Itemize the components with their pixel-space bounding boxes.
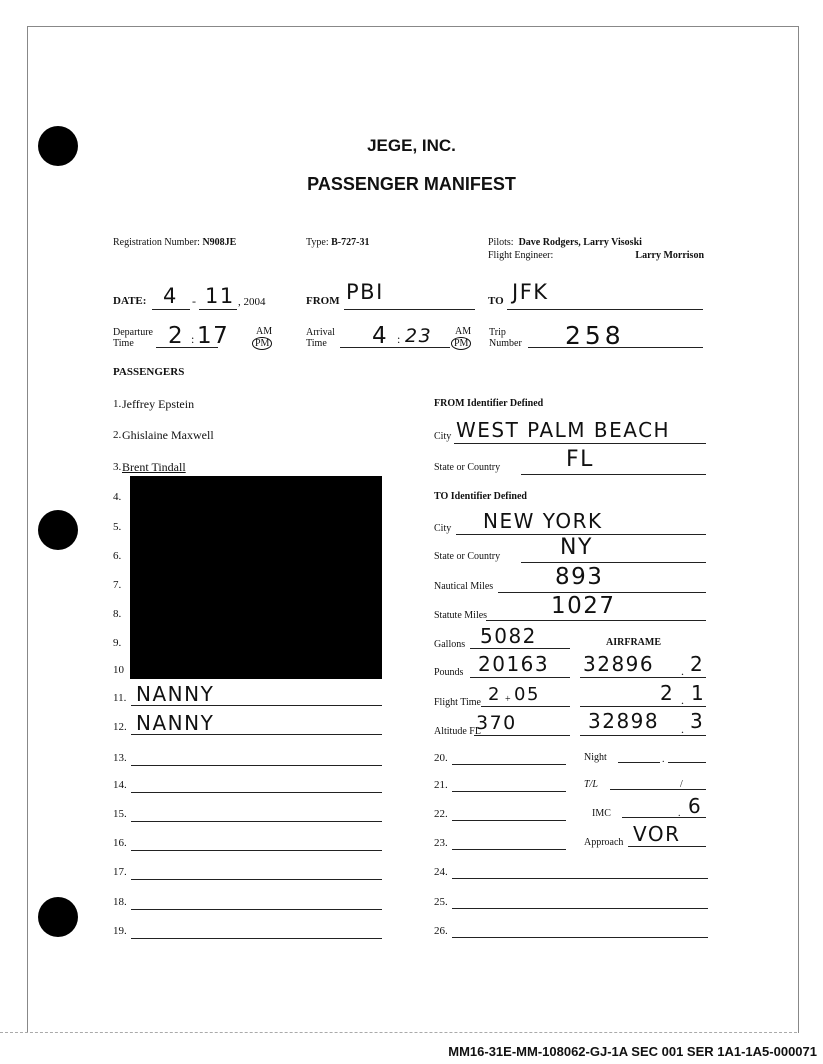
arrival-line xyxy=(340,347,450,348)
passenger-row-number: 17. xyxy=(113,866,127,878)
airframe1-dot: . xyxy=(681,664,684,678)
from-city-label: City xyxy=(434,431,452,442)
approach-line xyxy=(628,846,706,847)
pilots-block xyxy=(488,237,642,248)
night-line-a xyxy=(618,762,660,763)
engineer-value: Larry Morrison xyxy=(635,250,704,261)
redaction-block xyxy=(130,476,382,679)
passenger-row-number: 15. xyxy=(113,808,127,820)
passenger-row-number: 11. xyxy=(113,692,127,704)
right-row-line xyxy=(452,764,566,765)
passenger-row-number: 9. xyxy=(113,637,122,649)
flight-time-label: Flight Time xyxy=(434,697,481,708)
right-row-line xyxy=(452,937,708,938)
night-label: Night xyxy=(584,752,607,763)
right-row-line xyxy=(452,820,566,821)
arrival-colon: : xyxy=(397,332,401,346)
arrival-am: AM xyxy=(455,326,472,337)
departure-label: Departure Time xyxy=(113,327,153,349)
passenger-row-number: 18. xyxy=(113,896,127,908)
airframe3-main: 32898 xyxy=(588,709,660,733)
to-line xyxy=(507,309,703,310)
arrival-hour: 4 xyxy=(372,323,389,349)
passenger-name: NANNY xyxy=(136,682,215,706)
airframe1-tenths: 2 xyxy=(690,652,705,676)
imc-label: IMC xyxy=(592,808,611,819)
flight-time-minutes: 05 xyxy=(514,684,540,705)
right-row-line xyxy=(452,791,566,792)
right-row-number: 25. xyxy=(434,896,448,908)
from-line xyxy=(344,309,475,310)
right-row-number: 20. xyxy=(434,752,448,764)
engineer-block xyxy=(488,250,704,261)
arrival-label: Arrival Time xyxy=(306,327,335,349)
passenger-row-line xyxy=(131,879,382,880)
registration-label: Registration Number: xyxy=(113,237,200,248)
punch-hole-bottom xyxy=(38,897,78,937)
right-row-line xyxy=(452,849,566,850)
to-identifier-heading: TO Identifier Defined xyxy=(434,491,527,502)
imc-dot: . xyxy=(678,808,681,819)
registration-value: N908JE xyxy=(202,237,237,248)
passenger-row-line xyxy=(131,850,382,851)
passenger-row-line xyxy=(131,909,382,910)
right-row-number: 21. xyxy=(434,779,448,791)
flight-time-sep: + xyxy=(505,694,511,705)
punch-hole-middle xyxy=(38,510,78,550)
passenger-row-number: 12. xyxy=(113,721,127,733)
passenger-name: Ghislaine Maxwell xyxy=(122,428,214,442)
night-line-b xyxy=(668,762,706,763)
passenger-row-number: 8. xyxy=(113,608,122,620)
passenger-row-number: 19. xyxy=(113,925,127,937)
passenger-row-number: 10 xyxy=(113,664,124,676)
right-row-number: 24. xyxy=(434,866,448,878)
altitude-value: 370 xyxy=(476,712,517,734)
statute-label: Statute Miles xyxy=(434,610,488,621)
passenger-row-line xyxy=(131,821,382,822)
to-value: JFK xyxy=(512,280,549,304)
from-state-line xyxy=(521,474,706,475)
departure-minute: 17 xyxy=(197,323,230,349)
approach-label: Approach xyxy=(584,837,624,848)
flight-time-line xyxy=(481,706,570,707)
passenger-row-number: 6. xyxy=(113,550,122,562)
statute-line xyxy=(486,620,706,621)
registration-block xyxy=(113,237,236,248)
from-city-value: WEST PALM BEACH xyxy=(456,418,671,442)
departure-am: AM xyxy=(256,326,273,337)
right-row-line xyxy=(452,878,708,879)
airframe1-line xyxy=(580,677,706,678)
passenger-row-number: 13. xyxy=(113,752,127,764)
passenger-row-line xyxy=(131,792,382,793)
from-state-label: State or Country xyxy=(434,462,501,473)
airframe2-main: 2 xyxy=(660,681,675,705)
document-title: PASSENGER MANIFEST xyxy=(307,174,516,194)
passenger-row-number: 2. xyxy=(113,429,122,441)
pilots-value: Dave Rodgers, Larry Visoski xyxy=(518,237,642,248)
airframe2-tenths: 1 xyxy=(691,681,706,705)
bates-number: MM16-31E-MM-108062-GJ-1A SEC 001 SER 1A1-1A5-000071 xyxy=(448,1044,817,1059)
to-label: TO xyxy=(488,295,504,307)
to-state-label: State or Country xyxy=(434,551,501,562)
passenger-name: NANNY xyxy=(136,711,215,735)
passengers-heading: PASSENGERS xyxy=(113,366,185,378)
trip-number-label: Trip Number xyxy=(489,327,522,349)
type-label: Type: xyxy=(306,237,329,248)
approach-value: VOR xyxy=(633,822,681,846)
right-row-line xyxy=(452,908,708,909)
altitude-label: Altitude FL xyxy=(434,726,481,737)
departure-pm: PM xyxy=(252,337,272,350)
from-city-line xyxy=(454,443,706,444)
date-label: DATE: xyxy=(113,295,147,307)
airframe3-tenths: 3 xyxy=(690,709,705,733)
gallons-line xyxy=(470,648,570,649)
flight-time-hours: 2 xyxy=(488,684,501,705)
pounds-value: 20163 xyxy=(478,652,550,676)
arrival-minute: 23 xyxy=(405,325,433,347)
gallons-value: 5082 xyxy=(480,624,537,648)
to-state-line xyxy=(521,562,706,563)
pounds-line xyxy=(470,677,570,678)
from-state-value: FL xyxy=(566,447,594,472)
from-value: PBI xyxy=(346,280,384,304)
right-row-number: 26. xyxy=(434,925,448,937)
airframe-heading: AIRFRAME xyxy=(606,637,661,648)
passenger-row-number: 1. xyxy=(113,398,122,410)
passenger-row-number: 4. xyxy=(113,491,122,503)
date-month: 4 xyxy=(163,284,178,308)
from-label: FROM xyxy=(306,295,340,307)
right-row-number: 22. xyxy=(434,808,448,820)
airframe1-main: 32896 xyxy=(583,652,655,676)
tl-line xyxy=(610,789,706,790)
tl-label: T/L xyxy=(584,779,598,790)
airframe2-line xyxy=(580,706,706,707)
departure-colon: : xyxy=(191,332,195,346)
departure-hour: 2 xyxy=(168,323,185,349)
passenger-row-number: 7. xyxy=(113,579,122,591)
airframe2-dot: . xyxy=(681,693,684,707)
pilots-label: Pilots: xyxy=(488,237,514,248)
passenger-row-number: 16. xyxy=(113,837,127,849)
date-month-line xyxy=(152,309,190,310)
to-state-value: NY xyxy=(560,535,593,560)
engineer-label: Flight Engineer: xyxy=(488,250,554,261)
passenger-row-number: 5. xyxy=(113,521,122,533)
to-city-value: NEW YORK xyxy=(483,509,603,533)
arrival-pm: PM xyxy=(451,337,471,350)
night-dot: . xyxy=(662,754,665,765)
from-identifier-heading: FROM Identifier Defined xyxy=(434,398,544,409)
passenger-name: Jeffrey Epstein xyxy=(122,397,195,411)
company-name: JEGE, INC. xyxy=(367,136,456,155)
passenger-row-number: 14. xyxy=(113,779,127,791)
airframe3-line xyxy=(580,735,706,736)
tl-slash: / xyxy=(680,779,683,790)
passenger-name: Brent Tindall xyxy=(122,460,186,474)
pounds-label: Pounds xyxy=(434,667,464,678)
date-year: , 2004 xyxy=(238,296,266,308)
type-block xyxy=(306,237,369,248)
passenger-row-line xyxy=(131,938,382,939)
airframe3-dot: . xyxy=(681,722,684,736)
to-city-label: City xyxy=(434,523,452,534)
nautical-value: 893 xyxy=(555,564,604,590)
passenger-row-number: 3. xyxy=(113,461,122,473)
date-sep: - xyxy=(192,294,196,308)
imc-value: 6 xyxy=(688,794,703,818)
trip-number-value: 258 xyxy=(565,321,625,350)
statute-value: 1027 xyxy=(551,593,616,619)
gallons-label: Gallons xyxy=(434,639,466,650)
nautical-label: Nautical Miles xyxy=(434,581,494,592)
right-row-number: 23. xyxy=(434,837,448,849)
scan-edge xyxy=(0,1032,797,1033)
type-value: B-727-31 xyxy=(331,237,370,248)
altitude-line xyxy=(474,735,570,736)
passenger-row-line xyxy=(131,765,382,766)
date-day-line xyxy=(199,309,237,310)
date-day: 11 xyxy=(205,284,235,308)
